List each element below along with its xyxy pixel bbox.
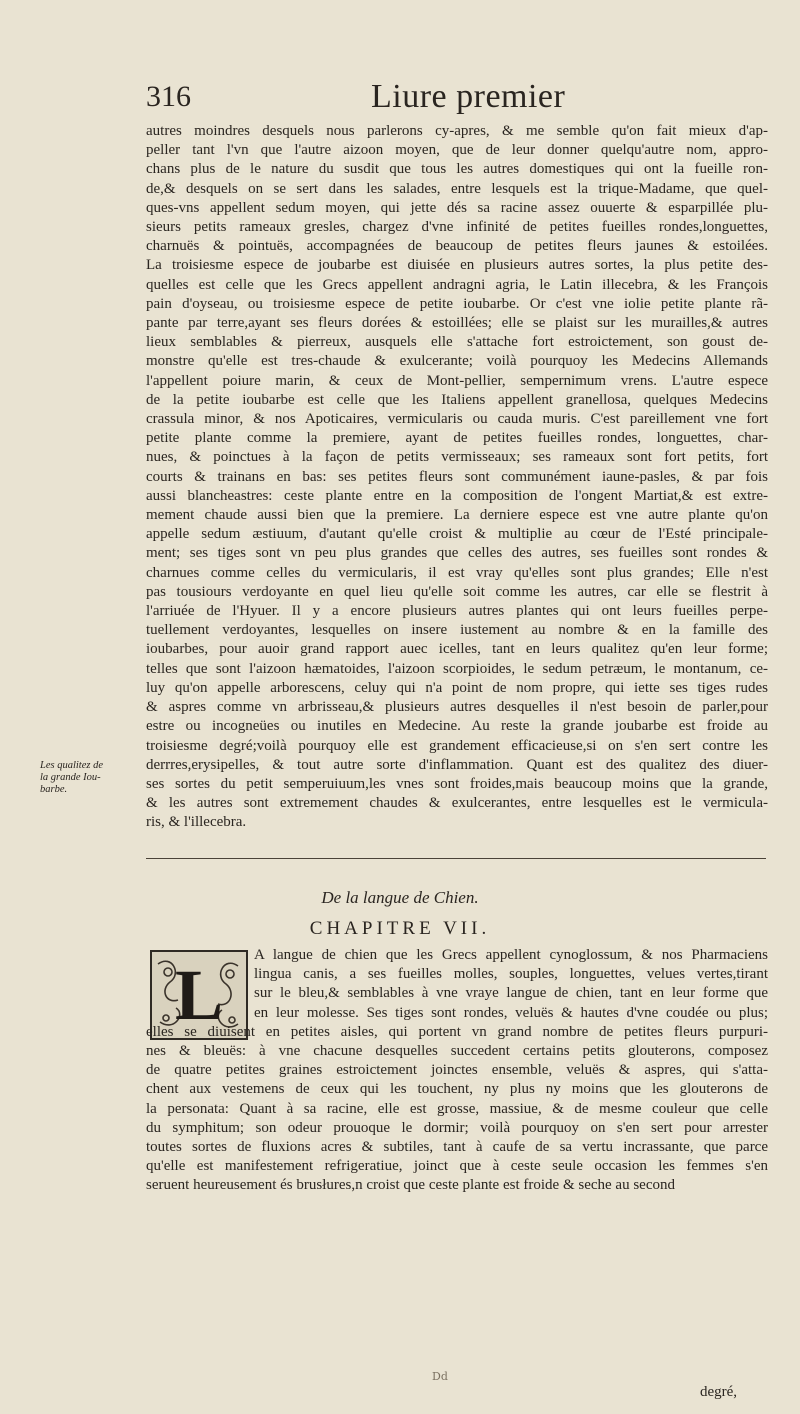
chapter-text-line: sur le bleu,& semblables à vne vraye langue de chien, tant en leur forme que xyxy=(254,985,768,1002)
text-line: pante par terre,ayant ses fleurs dorées & estoillées; elle se plaist sur les murailles,& autres xyxy=(146,315,768,332)
chapter-text-line: seruent heureusement és brusłures,n croist que ceste plante est froide & seche au second xyxy=(146,1177,675,1194)
text-line: monstre qu'elle est tres-chaude & exulcerante; voilà pourquoy les Medecins Allemands xyxy=(146,353,768,370)
text-line: mement chaude aussi bien que la premiere. La derniere espece est vne autre plante qu'on xyxy=(146,507,768,524)
section-subheading: De la langue de Chien. xyxy=(321,888,479,907)
chapter-text-line: de quatre petites graines estroictement joinctes ensemble, veluës & aspres, qui s'atta- xyxy=(146,1062,768,1079)
chapter-text-line: elles se diuisent en petites aisles, qui portent vn grand nombre de petites fleurs purpuri- xyxy=(146,1023,768,1040)
text-line: appelle sedum æstiuum, d'autant qu'elle croist & multiplie au cœur de l'Esté principale- xyxy=(146,526,768,543)
text-line: sieurs petits rameaux gresles, chargez d'vne infinité de petites fueilles rondes,longuettes, xyxy=(146,219,768,236)
text-line: ris, & l'illecebra. xyxy=(146,814,247,831)
main-text-block xyxy=(146,122,768,833)
chapter-text-line: A langue de chien que les Grecs appellent cynoglossum, & nos Pharmaciens xyxy=(254,947,768,963)
margin-note-line: barbe. xyxy=(40,784,68,795)
text-line: l'appellent poiure marin, & ceux de Mont-pellier, sempernimum vrens. L'autre espece xyxy=(146,372,768,389)
text-line: ques-vns appellent sedum moyen, qui jette dés sa racine assez ouuerte & esparpillée plu- xyxy=(146,199,768,216)
text-line: derrres,erysipelles, & tout autre sorte d'inflammation. Quant est des qualitez des diuer- xyxy=(146,756,768,773)
text-line: aussi blancheastres: ceste plante entre en la composition de l'ongent Martiat,& est extre- xyxy=(146,487,768,504)
text-line: pas tousiours verdoyante en quel lieu qu'elle soit comme les autres, car elle se flestrit à xyxy=(146,583,768,600)
section-rule xyxy=(146,858,766,859)
catchword: degré, xyxy=(700,1384,738,1400)
text-line: luy qu'on appelle arborescens, celuy qui n'a point de nom propre, qui iette ses tiges rudes xyxy=(146,679,768,696)
chapter-text-line: qu'elle est manifestement refrigeratiue, joinct que à ceste seule occasion les femmes s'en xyxy=(146,1158,768,1175)
text-line: nues, & poinctues à la façon de petits vermisseaux; ses rameaux sont fort petits, fort xyxy=(146,449,768,466)
text-line: petite plante comme la premiere, ayant de petites fueilles rondes, longuettes, char- xyxy=(146,430,768,447)
text-line: pain d'oyseau, ou troisiesme espece de petite ioubarbe. Or c'est vne iolie petite plante rã- xyxy=(146,295,768,312)
page-header xyxy=(146,78,766,122)
text-line: troisiesme degré;voilà pourquoy elle est grandement efficacieuse,si on s'en sert contre les xyxy=(146,737,768,754)
text-line: lieux semblables & pierreux, ausquels elle s'attache fort estroictement, son goust de- xyxy=(146,334,768,351)
text-line: l'arriuée de l'Hyuer. Il y a encore plusieurs autres plantes qui ont leurs fueilles perpe- xyxy=(146,603,768,620)
chapter-text-block xyxy=(146,946,768,1196)
text-line: & aspres comme vn arbrisseau,& plusieurs autres desquelles il n'est besoin de parler,pour xyxy=(146,699,768,716)
chapter-text-line: lingua canis, a ses fueilles molles, souples, longuettes, velues vertes,tirant xyxy=(254,966,768,983)
margin-note-line: Les qualitez de xyxy=(40,760,103,771)
chapter-text-line: en leur molesse. Ses tiges sont rondes, veluës & hautes d'vne coudée ou plus; xyxy=(254,1004,768,1021)
text-line: telles que sont l'aizoon hæmatoides, l'aizoon scorpioides, le sedum petræum, le montanum, ce- xyxy=(146,660,768,677)
text-line: charnuës & pointuës, accompagnées de beaucoup de petites fleurs jaunes & estoilées. xyxy=(146,238,768,255)
text-line: autres moindres desquels nous parlerons cy-apres, & me semble qu'on fait mieux d'ap- xyxy=(146,123,768,139)
chapter-text-line: du symphitum; son odeur prouoque le dormir; voilà pourquoy on s'en sert pour arrester xyxy=(146,1119,768,1136)
text-line: chans plus de le nature du susdit que tous les autres domestiques qui ont la fueille ron- xyxy=(146,161,768,178)
text-line: de la petite ioubarbe est celle que les Italiens appellent granellosa, quelques Medecins xyxy=(146,391,768,408)
text-line: courts & trainans en bas: ses petites fleurs sont communément iaune-pasles, & par fois xyxy=(146,468,768,485)
drop-cap-letter: L xyxy=(174,955,224,1035)
text-line: tuellement verdoyantes, lesquelles on insere iustement au nombre & en la famille des xyxy=(146,622,768,639)
margin-note-line: la grande Iou- xyxy=(40,772,101,783)
text-line: ioubarbes, pour auoir grand rapport auec icelles, tant en leurs qualitez qu'en leur forme; xyxy=(146,641,768,658)
chapter-text-line: nes & bleuës: à vne chacune desquelles succedent certains petits glouterons, composez xyxy=(146,1043,768,1060)
text-line: crassula minor, & nos Apoticaires, vermicularis ou cauda muris. C'est pareillement vne fort xyxy=(146,411,768,428)
text-line: peller tant l'vn que l'autre aizoon moyen, que de leur donner quelqu'autre nom, appro- xyxy=(146,142,768,159)
text-line: charnues comme celles du vermicularis, il est vray qu'elles sont plus grandes; Elle n'est xyxy=(146,564,768,581)
page-number: 316 xyxy=(146,80,191,113)
text-line: ment; ses tiges sont vn peu plus grandes que celles des autres, ses fueilles sont rondes & xyxy=(146,545,768,562)
chapter-text-line: chent aux vestemens de ceux qui les touchent, ny plus ny moins que les glouterons de xyxy=(146,1081,768,1098)
chapter-title: CHAPITRE VII. xyxy=(309,918,491,939)
text-line: de,& desquels on se sert dans les salades, entre lesquels est la trique-Madame, que quel- xyxy=(146,180,768,197)
margin-note xyxy=(40,760,144,796)
chapter-text-line: la personata: Quant à sa racine, elle est grosse, massiue, & de mesme couleur que celle xyxy=(146,1100,768,1117)
text-line: La troisiesme espece de joubarbe est diuisée en plusieurs autres sortes, la plus petite des- xyxy=(146,257,768,274)
chapter-text-line: toutes sortes de fluxions acres & subtiles, tant à caufe de sa vertu incrassante, que parce xyxy=(146,1139,768,1156)
text-line: ses sortes du petit semperuiuum,les vnes sont froides,mais beaucoup moins que la grande, xyxy=(146,775,768,792)
text-line: estre ou incogneües ou inutiles en Medecine. Au reste la grande joubarbe est froide au xyxy=(146,718,768,735)
text-line: quelles est celle que les Grecs appellent andragni agria, le Latin illecebra, & les François xyxy=(146,276,768,293)
text-line: & les autres sont extremement chaudes & exulcerantes, entre lesquelles est le vermicula- xyxy=(146,795,768,812)
signature-mark: Dd xyxy=(432,1370,448,1383)
running-head: Liure premier xyxy=(371,78,566,115)
